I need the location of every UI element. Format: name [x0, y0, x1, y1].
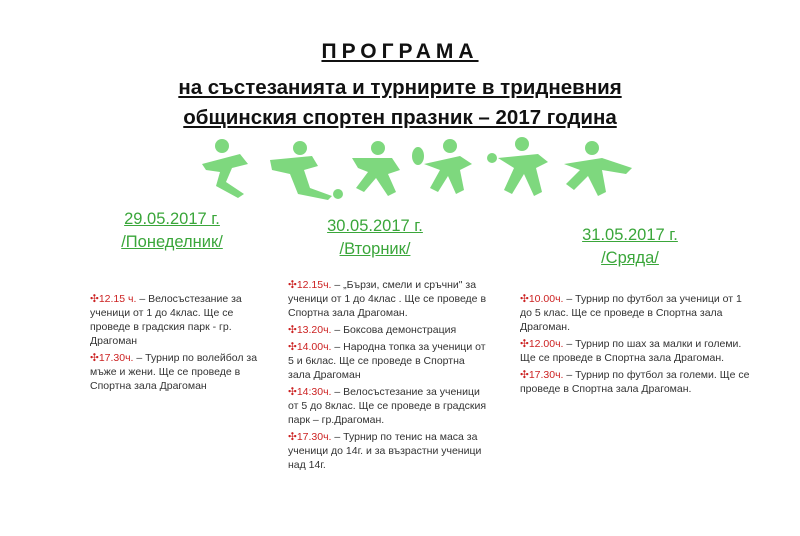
event-text: – Турнир по футбол за големи. Ще се проведе в Спортна зала Драгоман. — [520, 369, 750, 395]
bullet-icon: ✣ — [288, 386, 297, 398]
event-text: – Велосъстезание за ученици от 5 до 8клас. Ще се проведе в градския парк – гр.Драгоман. — [288, 386, 487, 426]
events-column-wednesday — [520, 292, 750, 399]
bullet-icon: ✣ — [520, 338, 529, 350]
day-weekday: /Вторник/ — [339, 240, 411, 258]
event-item — [520, 292, 750, 334]
event-time: 13.20ч. — [296, 324, 332, 336]
day-weekday: /Сряда/ — [601, 249, 659, 267]
event-text: – Велосъстезание за ученици от 1 до 4клас. Ще се проведе в градския парк - гр. Драгоман — [90, 293, 242, 347]
tennis-player-icon — [412, 139, 472, 194]
hurdler-icon — [564, 141, 632, 196]
event-text: – „Бързи, смели и сръчни" за ученици от 1 до 4клас . Ще се проведе в Спортна зала Драгоман. — [288, 279, 487, 319]
event-time: 17.30ч. — [528, 369, 564, 381]
event-time: 12.15 ч. — [98, 293, 137, 305]
page-title: ПРОГРАМА — [321, 40, 479, 63]
bullet-icon: ✣ — [288, 279, 297, 291]
bullet-icon: ✣ — [520, 369, 529, 381]
day-date: 30.05.2017 г. — [327, 217, 423, 235]
event-text: – Турнир по тенис на маса за ученици до 14г. и за възрастни ученици над 14г. — [288, 431, 482, 471]
event-item — [288, 340, 488, 382]
day-header-monday — [82, 208, 262, 254]
kicker-icon — [270, 141, 343, 200]
event-item — [90, 351, 270, 393]
event-time: 12.15ч. — [296, 279, 332, 291]
event-item — [520, 337, 750, 365]
event-item — [288, 430, 488, 472]
bullet-icon: ✣ — [288, 341, 297, 353]
event-item — [288, 278, 488, 320]
event-time: 17.30ч. — [98, 352, 134, 364]
bullet-icon: ✣ — [520, 293, 529, 305]
event-time: 12.00ч. — [528, 338, 564, 350]
subtitle-line-2: общинския спортен празник – 2017 година — [183, 106, 617, 129]
event-time: 17.30ч. — [296, 431, 332, 443]
day-header-tuesday — [285, 215, 465, 261]
bullet-icon: ✣ — [288, 324, 297, 336]
event-text: – Боксова демонстрация — [331, 324, 457, 336]
boxer-icon — [487, 137, 548, 196]
events-column-monday — [90, 292, 270, 396]
day-weekday: /Понеделник/ — [121, 233, 223, 251]
sprinter-icon — [352, 141, 400, 196]
event-time: 14.00ч. — [296, 341, 332, 353]
event-text: – Турнир по шах за малки и големи. Ще се проведе в Спортна зала Драгоман. — [520, 338, 742, 364]
event-item — [520, 368, 750, 396]
bullet-icon: ✣ — [90, 352, 99, 364]
day-date: 31.05.2017 г. — [582, 226, 678, 244]
event-item — [90, 292, 270, 348]
event-text: – Народна топка за ученици от 5 и 6клас. Ще се проведе в Спортна зала Драгоман — [288, 341, 486, 381]
runner-icon — [202, 139, 248, 198]
event-time: 10.00ч. — [528, 293, 564, 305]
day-header-wednesday — [540, 224, 720, 270]
events-column-tuesday — [288, 278, 488, 475]
event-item — [288, 323, 488, 337]
bullet-icon: ✣ — [90, 293, 99, 305]
event-time: 14:30ч. — [296, 386, 332, 398]
day-date: 29.05.2017 г. — [124, 210, 220, 228]
subtitle-line-1: на състезанията и турнирите в тридневния — [178, 76, 622, 99]
event-text: – Турнир по футбол за ученици от 1 до 5 клас. Ще се проведе в Спортна зала Драгоман. — [520, 293, 742, 333]
event-item — [288, 385, 488, 427]
bullet-icon: ✣ — [288, 431, 297, 443]
event-text: – Турнир по волейбол за мъже и жени. Ще се проведе в Спортна зала Драгоман — [90, 352, 258, 392]
athletes-banner-icon — [192, 134, 642, 204]
